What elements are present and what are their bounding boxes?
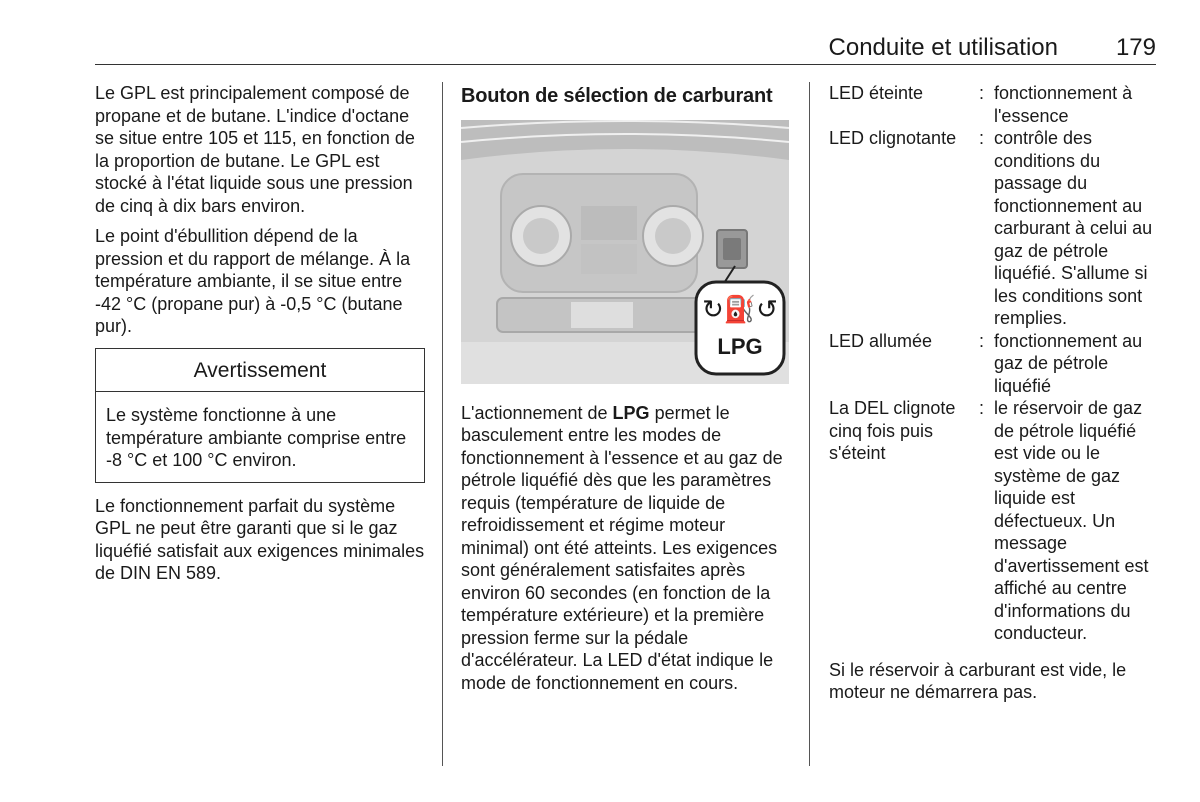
column-divider [442, 82, 443, 766]
closing-paragraph: Si le réservoir à carburant est vide, le moteur ne démarrera pas. [829, 659, 1127, 702]
body-text: L'actionnement de [461, 402, 613, 423]
led-state-term: LED éteinte [829, 83, 924, 103]
led-state-definition: fonctionnement à l'essence [994, 83, 1133, 126]
separator: : [979, 398, 985, 418]
table-row [829, 82, 1159, 127]
warning-box [95, 348, 425, 483]
table-row [829, 330, 1159, 398]
column-middle [461, 82, 791, 702]
led-state-definition: contrôle des conditions du passage du fonctionnement au carburant à celui au gaz de pétrole liquéfié. S'allume si les conditions sont remplies. [994, 128, 1153, 328]
warning-text: Le système fonctionne à une température ambiante comprise entre -8 °C et 100 °C environ. [106, 405, 407, 470]
lpg-button[interactable] [694, 280, 786, 376]
dashboard-figure [461, 120, 789, 384]
fuel-pump-switch-icon: ↻⛽↺ [702, 293, 778, 324]
column-right [829, 82, 1159, 712]
led-state-term: LED allumée [829, 330, 933, 351]
lpg-button-label: LPG [717, 333, 763, 359]
separator: : [979, 83, 985, 103]
page-header [95, 30, 1156, 65]
paragraph: Le fonctionnement parfait du système GPL ne peut être garanti que si le gaz liquéfié satisfait aux exigences minimales de DIN EN 589. [95, 495, 425, 583]
led-state-term: La DEL clignote cinq fois puis s'éteint [829, 398, 956, 463]
paragraph: Le GPL est principalement composé de propane et de butane. L'indice d'octane se situe entre 105 et 115, en fonction de la proportion de butane. Le GPL est stocké à l'état liquide sous une pression de cinq à dix bars environ. [95, 83, 415, 216]
body-text-bold: LPG [612, 402, 650, 423]
paragraph: Le point d'ébullition dépend de la pression et du rapport de mélange. À la température ambiante, il se situe entre -42 °C (propane pur) à -0,5 °C (butane pur). [95, 226, 411, 336]
section-title: Conduite et utilisation [828, 34, 1058, 61]
separator: : [979, 128, 985, 148]
page-number: 179 [1115, 34, 1156, 61]
body-paragraph [461, 402, 791, 695]
column-divider [809, 82, 810, 766]
table-row [829, 397, 1159, 645]
table-row [829, 127, 1159, 330]
section-heading: Bouton de sélection de carburant [461, 85, 773, 107]
led-state-term: LED clignotante [829, 128, 957, 148]
body-text: permet le basculement entre les modes de fonctionnement à l'essence et au gaz de pétrole liquéfié dès que les paramètres requis (température de liquide de refroidissement et régime moteur minimal) ont été atteints. Les exigences sont généralement satisfaites après environ 60 secondes (en fonction de la température extérieure) et la première pression ferme sur la pédale d'accélérateur. La LED d'état indique le mode de fonctionnement en cours. [461, 402, 783, 693]
warning-title: Avertissement [96, 349, 424, 393]
led-state-definition: fonctionnement au gaz de pétrole liquéfié [994, 330, 1143, 396]
led-state-definition: le réservoir de gaz de pétrole liquéfié est vide ou le système de gaz liquide est défectueux. Un message d'avertissement est affiché au centre d'informations du conducteur. [994, 398, 1149, 643]
led-status-table [829, 82, 1159, 645]
column-left [95, 82, 425, 593]
separator: : [979, 330, 985, 351]
